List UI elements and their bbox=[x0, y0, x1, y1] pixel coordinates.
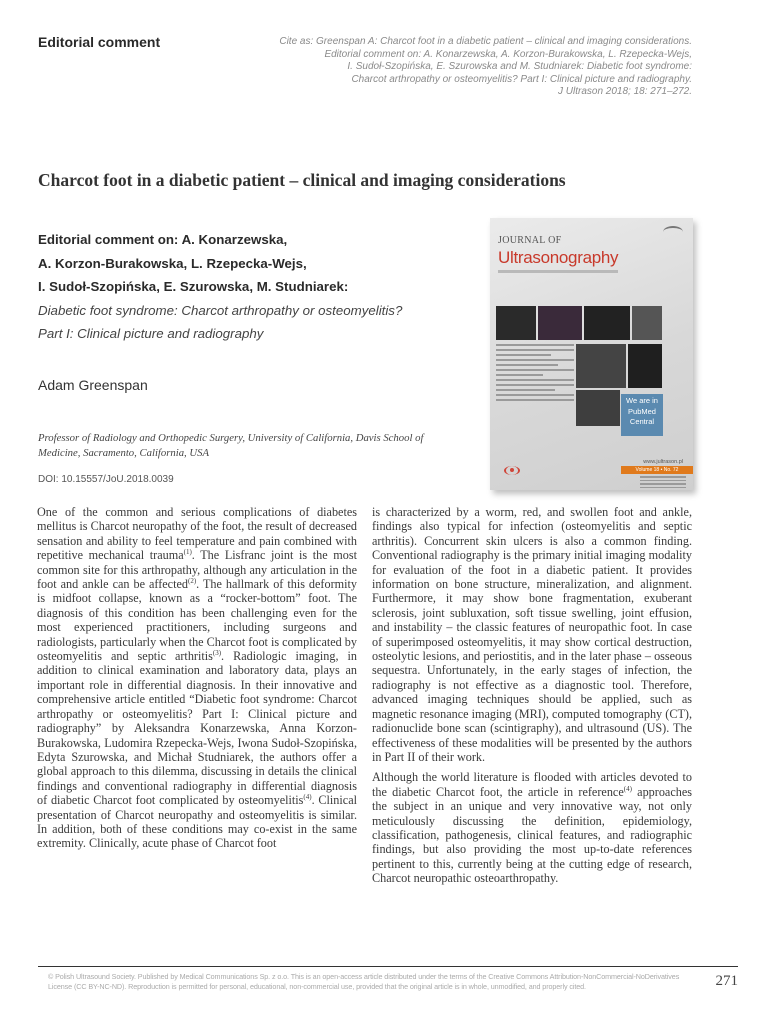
reference-marker: (3) bbox=[212, 649, 222, 657]
comment-authors-line: A. Korzon-Burakowska, L. Rzepecka-Wejs, bbox=[38, 255, 307, 271]
reference-marker: (4) bbox=[303, 793, 312, 802]
cover-ultrasound-image bbox=[496, 306, 536, 340]
pubmed-line: PubMed bbox=[628, 406, 656, 416]
cover-bottom-text bbox=[640, 476, 686, 490]
broadcast-icon bbox=[504, 466, 520, 475]
body-text: . Clinical presentation of Charcot neuropathy and osteomyelitis is similar. In addition, both of these conditions may co-exist in the same extremity. Clinically, acute phase of Charcot foot bbox=[37, 793, 357, 851]
cover-subtitle-bar bbox=[498, 270, 618, 273]
page-number: 271 bbox=[715, 973, 738, 989]
citation-line: Charcot arthropathy or osteomyelitis? Part I: Clinical picture and radiography. bbox=[351, 73, 692, 85]
comment-article-title-line: Diabetic foot syndrome: Charcot arthropathy or osteomyelitis? bbox=[38, 302, 403, 318]
editorial-comment-block bbox=[38, 228, 478, 346]
publisher-logo-icon bbox=[663, 226, 683, 238]
body-text: . The Lisfranc joint is the most common site for this arthropathy, although any articulation in the foot and ankle can be affected bbox=[37, 548, 357, 592]
body-paragraph: is characterized by a worm, red, and swollen foot and ankle, findings also typical for infection (osteomyelitis and septic arthritis). Concurrent skin ulcers is also a common finding. Conventional radiography is the primary initial imaging modality for evaluation of the foot in a diabetic patient. It provides information on bone structure, mineralization, and alignment. Furthermore, it may show bone fragmentation, exuberant sclerosis, joint subluxation, soft tissue swelling, joint effusion, and instability – the classic features of neuropathic foot. In case of superimposed osteomyelitis, it may show cortical destruction, osteolytic lesions, and periostitis, and in the later phase – osseous sequestra. Unfortunately, in the early stages of infection, the radiography is not effective as a diagnostic tool. Therefore, advanced imaging techniques should be applied, such as magnetic resonance imaging (MRI), computed tomography (CT), radionuclide bone scan (scintigraphy), and ultrasound (US). The effectiveness of these modalities will be presented by the authors in Part II of their work. bbox=[372, 505, 692, 764]
citation-line: I. Sudoł-Szopińska, E. Szurowska and M. Studniarek: Diabetic foot syndrome: bbox=[347, 61, 692, 73]
body-text: . The hallmark of this deformity is midfoot collapse, known as a “rocker-bottom” foot. The diagnosis of this condition has been challenging even for the most experienced practitioners, including surgeons and radiologists, particularly when the Charcot foot is complicated by osteomyelitis and septic arthritis bbox=[37, 577, 357, 664]
license-notice: © Polish Ultrasound Society. Published by Medical Communications Sp. z o.o. This is an open-access article distributed under the terms of the Creative Commons Attribution-NonCommercial-NoDerivatives License (CC BY-NC-ND). Reproduction is permitted for personal, educational, non-commercial use, provided that the original article is in whole, unmodified, and properly cited. bbox=[48, 972, 680, 991]
pubmed-line: Central bbox=[629, 417, 655, 426]
reference-marker: (2) bbox=[187, 576, 197, 585]
citation-line: J Ultrason 2018; 18: 271–272. bbox=[558, 86, 692, 98]
cover-foot-xray-image bbox=[576, 390, 620, 426]
doi: DOI: 10.15557/JoU.2018.0039 bbox=[38, 474, 174, 485]
cover-journal-name: Ultrasonography bbox=[498, 248, 619, 267]
body-paragraph bbox=[372, 770, 692, 885]
body-column-left bbox=[37, 505, 357, 857]
cover-volume-bar: Volume 18 • No. 72 bbox=[621, 466, 693, 474]
cover-url: www.jultrason.pl bbox=[643, 459, 683, 465]
body-text: . Radiologic imaging, in addition to clinical examination and laboratory data, plays an important role in differential diagnosis. In their innovative and comprehensive article entitled “Diabetic foot syndrome: Charcot arthropathy or osteomyelitis? Part I: Clinical picture and radiography” by Aleksandra Konarzewska, Anna Korzon-Burakowska, Ludomira Rzepecka-Wejs, Iwona Sudoł-Szopińska, Edyta Szurowska, and Michał Studniarek, the authors offer a global approach to this dilemma, discussing in details the clinical findings and conventional radiography in differential diagnosis of diabetic Charcot foot complicated by osteomyelitis bbox=[37, 649, 357, 808]
footer-divider bbox=[38, 966, 738, 967]
comment-authors-line: Editorial comment on: A. Konarzewska, bbox=[38, 232, 288, 247]
author-name: Adam Greenspan bbox=[38, 377, 148, 393]
citation-block bbox=[232, 36, 692, 99]
cover-text-lines bbox=[496, 344, 574, 404]
author-affiliation: Professor of Radiology and Orthopedic Surgery, University of California, Davis School of Medicine, Sacramento, California, USA bbox=[38, 432, 424, 459]
pubmed-line: We are in bbox=[626, 396, 658, 405]
comment-authors-line: I. Sudoł-Szopińska, E. Szurowska, M. Studniarek: bbox=[38, 279, 349, 294]
pubmed-badge bbox=[621, 394, 663, 436]
cover-scan-image bbox=[584, 306, 630, 340]
cover-cardiac-image bbox=[628, 344, 662, 388]
body-text: Although the world literature is flooded with articles devoted to the diabetic Charcot foot, the article in reference bbox=[372, 770, 692, 799]
reference-marker: (1) bbox=[183, 548, 192, 557]
body-text: One of the common and serious complications of diabetes mellitus is Charcot neuropathy of the foot, the result of decreased sensation and ability to feel temperature and pain combined with repetitive mechanical trauma bbox=[37, 505, 357, 563]
section-label: Editorial comment bbox=[38, 34, 161, 50]
cover-doppler-image bbox=[538, 306, 582, 340]
cover-skull-image bbox=[632, 306, 662, 340]
citation-line: Cite as: Greenspan A: Charcot foot in a diabetic patient – clinical and imaging considerations. bbox=[279, 36, 692, 47]
citation-line: Editorial comment on: A. Konarzewska, A. Korzon-Burakowska, L. Rzepecka-Wejs, bbox=[324, 48, 692, 60]
cover-xray-image bbox=[576, 344, 626, 388]
body-paragraph bbox=[37, 505, 357, 851]
body-text: approaches the subject in an unique and very innovative way, not only meticulously discussing the definition, epidemiology, classification, pathogenesis, clinical features, and radiographic findings, but also providing the most up-to-date references pertinent to this, currently being at the cutting edge of research, Charcot neuropathic osteoarthropathy. bbox=[372, 784, 692, 886]
reference-marker: (4) bbox=[623, 784, 632, 793]
journal-cover-image bbox=[490, 218, 693, 490]
article-title: Charcot foot in a diabetic patient – clinical and imaging considerations bbox=[38, 170, 566, 190]
cover-journal-of: JOURNAL OF bbox=[498, 235, 562, 246]
comment-article-title-line: Part I: Clinical picture and radiography bbox=[38, 326, 264, 341]
body-column-right bbox=[372, 505, 692, 892]
